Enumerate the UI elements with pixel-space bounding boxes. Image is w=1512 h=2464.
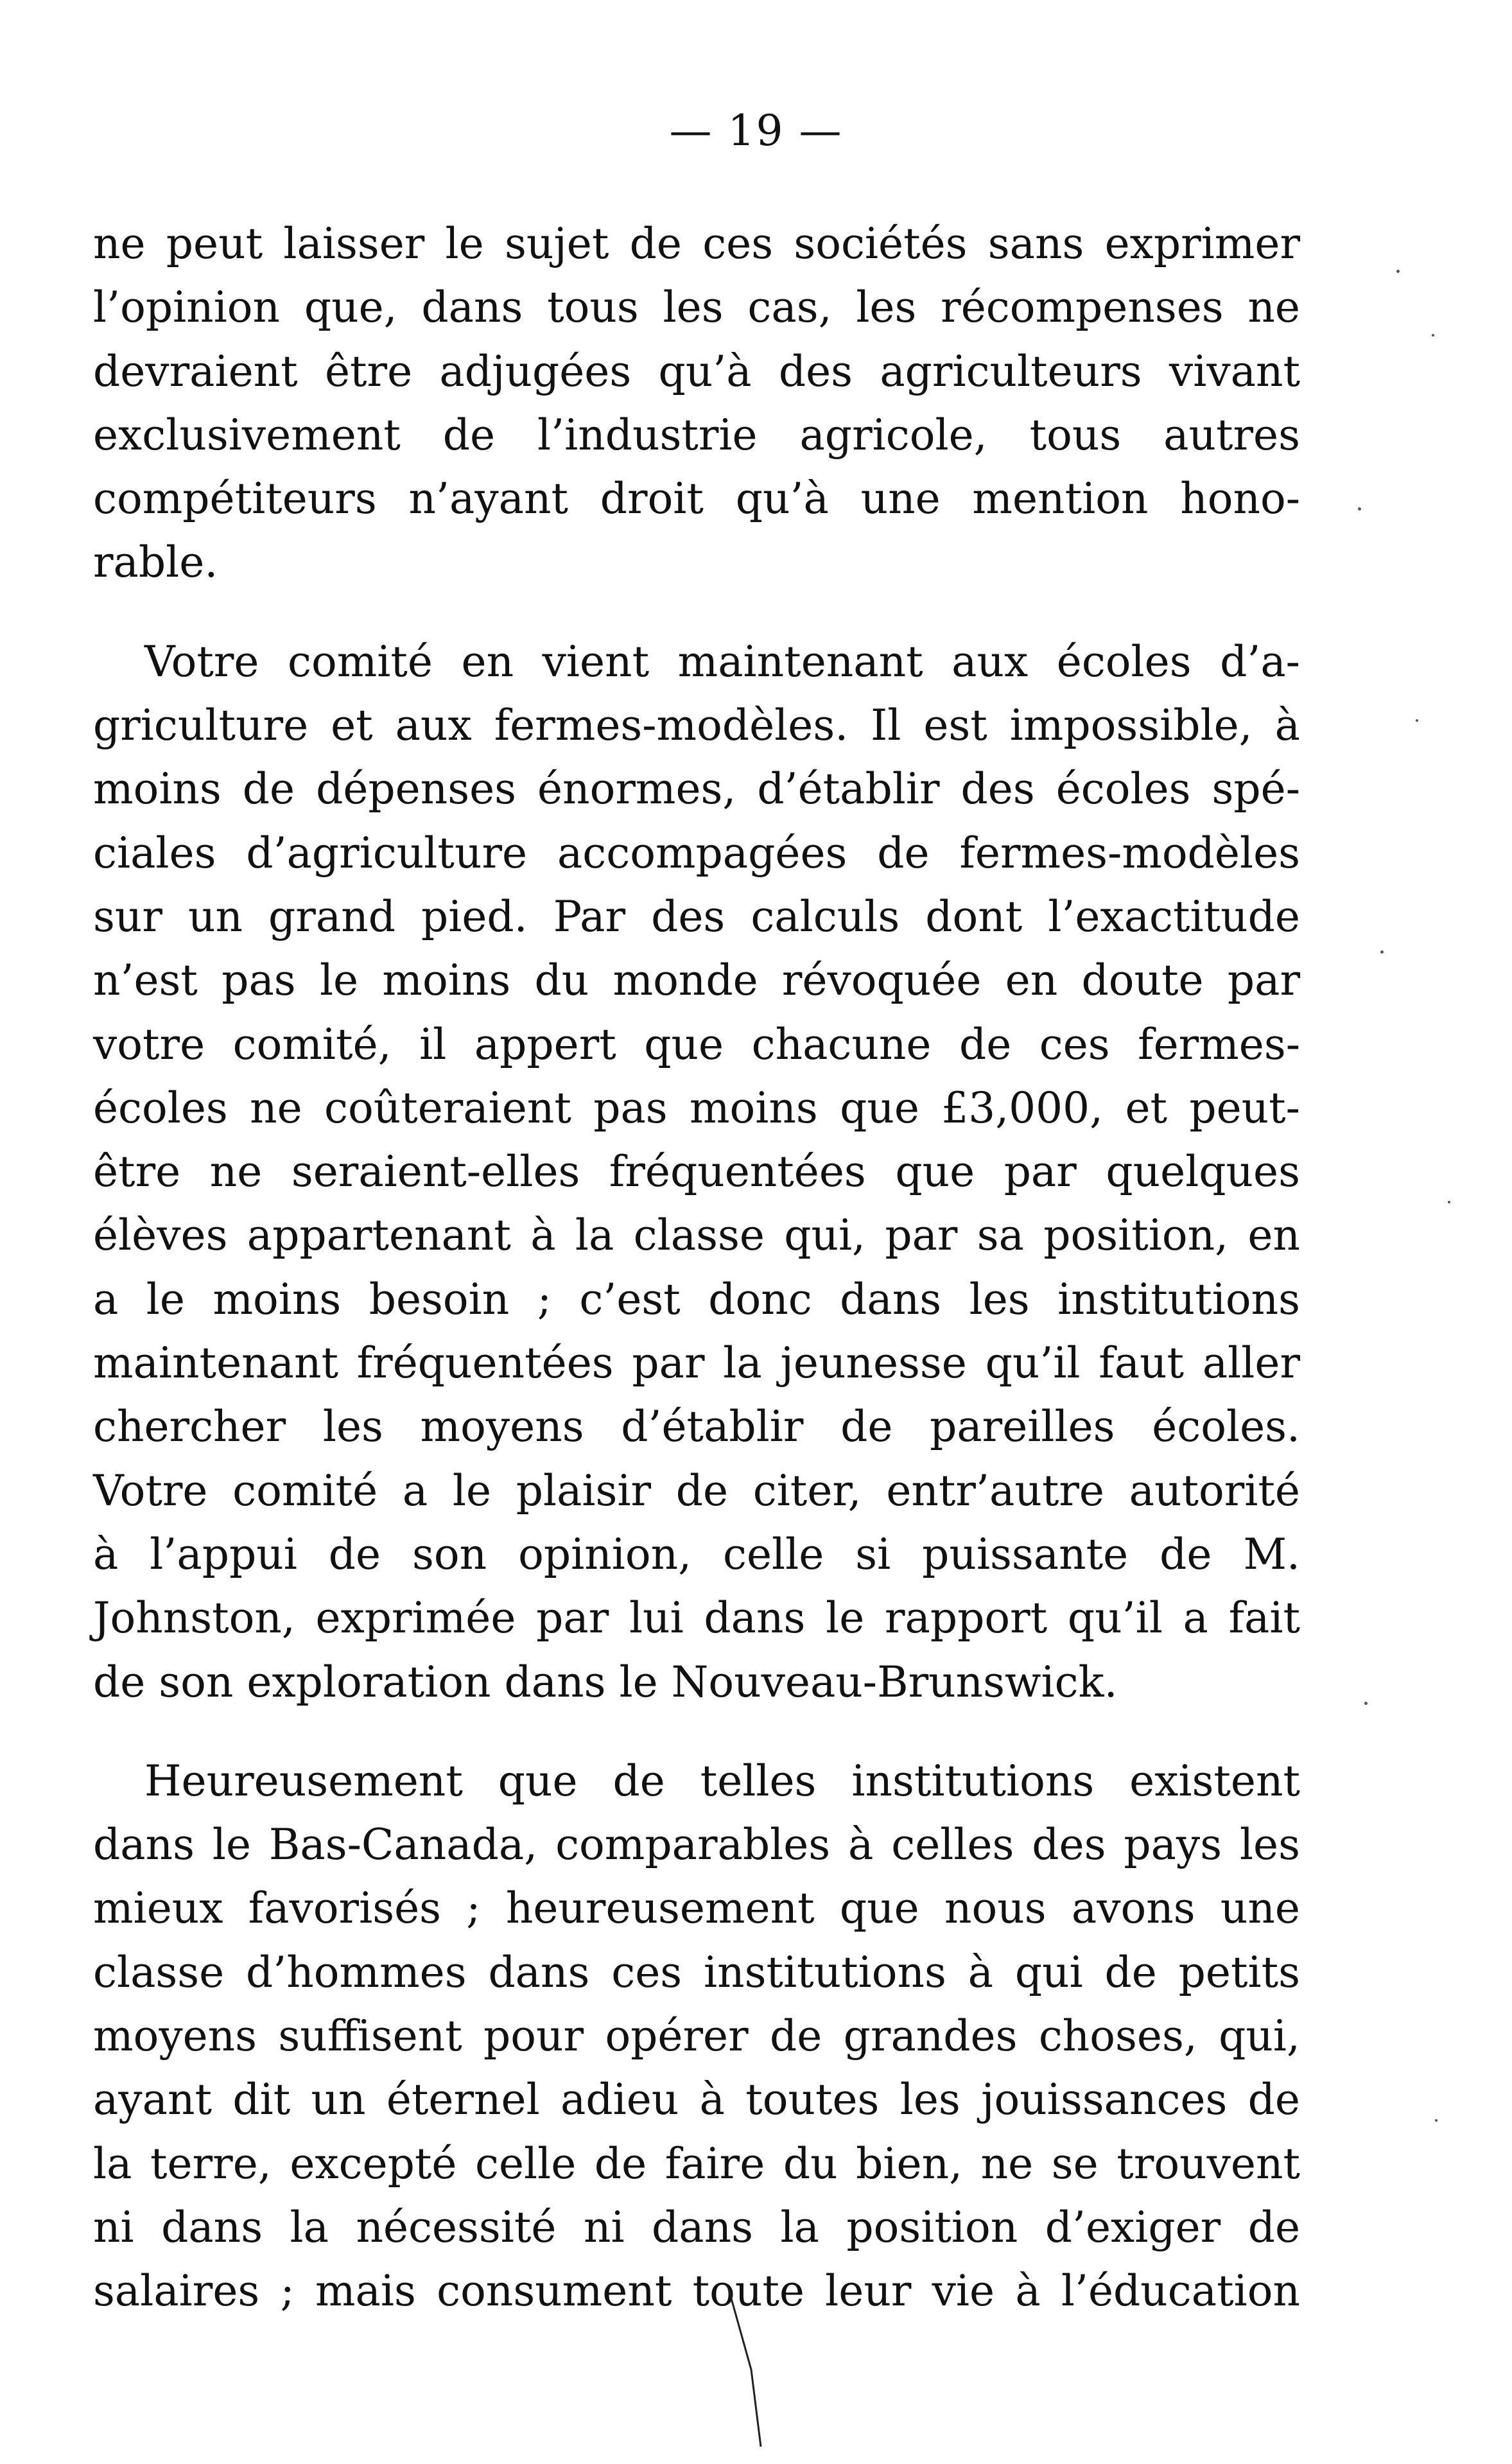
scan-speck <box>1432 334 1434 336</box>
text-line: Votre comité en vient maintenant aux écoles d’a- <box>144 636 1300 686</box>
text-line: ni dans la nécessité ni dans la position d’exiger de <box>93 2202 1300 2252</box>
page-number: — 19 — <box>669 106 843 155</box>
paragraph-gap <box>93 595 1300 630</box>
scan-speck <box>1416 719 1418 722</box>
text-line: classe d’hommes dans ces institutions à qui de petits <box>93 1947 1300 1997</box>
text-line: chercher les moyens d’établir de pareilles écoles. <box>93 1402 1300 1452</box>
text-line: élèves appartenant à la classe qui, par sa position, en <box>93 1210 1300 1261</box>
scan-noise <box>1319 0 1512 2464</box>
scan-speck <box>1380 950 1384 954</box>
text-line: n’est pas le moins du monde révoquée en doute par <box>93 956 1300 1006</box>
text-line: moins de dépenses énormes, d’établir des écoles spé- <box>93 764 1300 814</box>
scan-speck <box>1435 2119 1438 2122</box>
text-line: Votre comité a le plaisir de citer, entr’autre autorité <box>93 1465 1300 1516</box>
text-line: compétiteurs n’ayant droit qu’à une mention hono- <box>93 474 1300 524</box>
paragraph-gap <box>93 1714 1300 1749</box>
text-line: rable. <box>93 537 218 588</box>
text-line: votre comité, il appert que chacune de ces fermes- <box>93 1019 1300 1069</box>
text-line: être ne seraient-elles fréquentées que par quelques <box>93 1147 1300 1197</box>
text-line: salaires ; mais consument toute leur vie à l’éducation <box>93 2266 1300 2316</box>
text-line: la terre, excepté celle de faire du bien, ne se trouvent <box>93 2138 1300 2189</box>
text-line: dans le Bas-Canada, comparables à celles des pays les <box>93 1820 1300 1870</box>
text-line: moyens suffisent pour opérer de grandes choses, qui, <box>93 2011 1300 2061</box>
text-line: écoles ne coûteraient pas moins que £3,000, et peut- <box>93 1083 1300 1133</box>
text-line: devraient être adjugées qu’à des agriculteurs vivant <box>93 346 1300 396</box>
text-line: griculture et aux fermes-modèles. Il est impossible, à <box>93 701 1300 751</box>
text-line: ne peut laisser le sujet de ces sociétés sans exprimer <box>93 219 1300 268</box>
text-line: de son exploration dans le Nouveau-Brunswick. <box>93 1657 1118 1707</box>
text-line: l’opinion que, dans tous les cas, les récompenses ne <box>93 283 1300 333</box>
text-line: ciales d’agriculture accompagées de fermes-modèles <box>93 828 1300 878</box>
paragraph-2 <box>93 630 1300 1714</box>
text-line: a le moins besoin ; c’est donc dans les institutions <box>93 1274 1300 1324</box>
text-line: Heureusement que de telles institutions existent <box>144 1756 1300 1806</box>
text-line: mieux favorisés ; heureusement que nous avons une <box>93 1883 1300 1934</box>
scan-speck <box>1448 1201 1450 1203</box>
scan-speck <box>1358 507 1361 511</box>
scan-speck <box>1396 270 1400 273</box>
body-text <box>93 212 1300 2323</box>
text-line: maintenant fréquentées par la jeunesse qu’il faut aller <box>93 1338 1300 1388</box>
paragraph-3 <box>93 1749 1300 2323</box>
text-line: à l’appui de son opinion, celle si puissante de M. <box>93 1529 1300 1579</box>
text-line: Johnston, exprimée par lui dans le rapport qu’il a fait <box>93 1593 1300 1643</box>
paragraph-1 <box>93 212 1300 595</box>
scan-speck <box>1364 1702 1368 1705</box>
ink-stroke <box>726 2286 777 2453</box>
text-line: ayant dit un éternel adieu à toutes les jouissances de <box>93 2075 1300 2125</box>
text-line: exclusivement de l’industrie agricole, tous autres <box>93 410 1300 460</box>
text-line: sur un grand pied. Par des calculs dont l’exactitude <box>93 891 1300 941</box>
